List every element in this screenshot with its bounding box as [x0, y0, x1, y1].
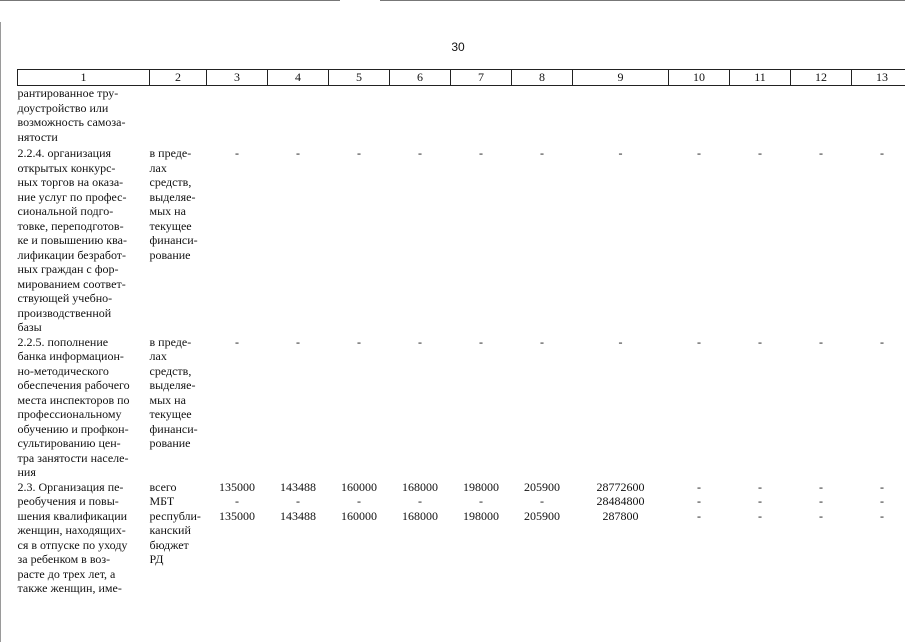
value: 143488 — [268, 509, 329, 524]
value: - — [730, 335, 791, 350]
value: - — [268, 335, 329, 350]
value-cell-col-5 — [329, 480, 390, 596]
row-description — [18, 86, 150, 147]
description-line: базы — [18, 320, 150, 335]
value: - — [390, 335, 451, 350]
value: - — [451, 146, 512, 161]
funding-source-line: текущее — [150, 407, 207, 422]
column-header: 7 — [451, 70, 512, 86]
funding-source-line: средств, — [150, 175, 207, 190]
value-cell-col-10 — [669, 86, 730, 147]
description-line: сиональной подго- — [18, 204, 150, 219]
description-line: 2.2.4. организация — [18, 146, 150, 161]
top-rule-right — [380, 0, 905, 1]
top-rule-left — [0, 0, 340, 1]
table-header-row — [18, 70, 905, 86]
value-cell-col-13 — [852, 335, 905, 480]
column-header: 6 — [390, 70, 451, 86]
row-description — [18, 146, 150, 335]
value: 160000 — [329, 509, 390, 524]
value: - — [791, 146, 852, 161]
column-header: 1 — [18, 70, 150, 86]
value: - — [852, 480, 905, 495]
description-line: лификации безработ- — [18, 248, 150, 263]
value-cell-col-13 — [852, 86, 905, 147]
column-header: 5 — [329, 70, 390, 86]
value-cell-col-8 — [512, 335, 573, 480]
value: - — [451, 335, 512, 350]
value-cell-col-11 — [730, 146, 791, 335]
description-line: мированием соответ- — [18, 277, 150, 292]
funding-source — [150, 86, 207, 147]
column-header: 12 — [791, 70, 852, 86]
value: - — [852, 509, 905, 524]
description-line: места инспекторов по — [18, 393, 150, 408]
funding-source-line: текущее — [150, 219, 207, 234]
value-cell-col-13 — [852, 146, 905, 335]
value: - — [573, 335, 669, 350]
value: - — [669, 494, 730, 509]
value: 135000 — [207, 480, 268, 495]
value-cell-col-9 — [573, 335, 669, 480]
description-line: открытых конкурс- — [18, 161, 150, 176]
value: 28484800 — [573, 494, 669, 509]
value-cell-col-6 — [390, 86, 451, 147]
value: - — [268, 146, 329, 161]
description-line: обеспечения рабочего — [18, 378, 150, 393]
description-line: но-методического — [18, 364, 150, 379]
funding-source-line: всего — [150, 480, 207, 495]
column-header: 8 — [512, 70, 573, 86]
value: - — [852, 335, 905, 350]
value-cell-col-6 — [390, 146, 451, 335]
value-cell-col-9 — [573, 480, 669, 596]
value-cell-col-11 — [730, 335, 791, 480]
value-cell-col-7 — [451, 335, 512, 480]
budget-table — [17, 69, 905, 596]
value-cell-col-4 — [268, 480, 329, 596]
value-cell-col-9 — [573, 86, 669, 147]
value: 205900 — [512, 509, 573, 524]
value-cell-col-7 — [451, 146, 512, 335]
value-cell-col-4 — [268, 335, 329, 480]
value-cell-col-5 — [329, 86, 390, 147]
description-line: реобучения и повы- — [18, 494, 150, 509]
description-line: также женщин, име- — [18, 581, 150, 596]
value: - — [451, 494, 512, 509]
value: - — [390, 494, 451, 509]
value-cell-col-13 — [852, 480, 905, 596]
value-cell-col-3 — [207, 480, 268, 596]
description-line: тра занятости населе- — [18, 451, 150, 466]
table-row — [18, 146, 905, 335]
value-cell-col-7 — [451, 480, 512, 596]
column-header: 4 — [268, 70, 329, 86]
funding-source-line: лах — [150, 161, 207, 176]
value-cell-col-12 — [791, 480, 852, 596]
value: - — [730, 509, 791, 524]
value: - — [791, 335, 852, 350]
value-cell-col-4 — [268, 86, 329, 147]
value-cell-col-4 — [268, 146, 329, 335]
description-line: нятости — [18, 130, 150, 145]
description-line: сультированию цен- — [18, 436, 150, 451]
value: - — [512, 146, 573, 161]
description-line: за ребенком в воз- — [18, 552, 150, 567]
funding-source — [150, 480, 207, 596]
description-line: женщин, находящих- — [18, 523, 150, 538]
funding-source-line: выделяе- — [150, 378, 207, 393]
value: - — [329, 335, 390, 350]
funding-source-line: бюджет — [150, 538, 207, 553]
funding-source-line: средств, — [150, 364, 207, 379]
value: - — [791, 509, 852, 524]
table-row — [18, 480, 905, 596]
column-header: 11 — [730, 70, 791, 86]
description-line: ных торгов на оказа- — [18, 175, 150, 190]
column-header: 9 — [573, 70, 669, 86]
funding-source-line: в преде- — [150, 146, 207, 161]
value-cell-col-8 — [512, 86, 573, 147]
funding-source — [150, 146, 207, 335]
value-cell-col-10 — [669, 480, 730, 596]
value: 198000 — [451, 480, 512, 495]
description-line: 2.2.5. пополнение — [18, 335, 150, 350]
value-cell-col-9 — [573, 146, 669, 335]
funding-source-line: финанси- — [150, 233, 207, 248]
value: 160000 — [329, 480, 390, 495]
description-line: ние услуг по профес- — [18, 190, 150, 205]
value-cell-col-5 — [329, 335, 390, 480]
funding-source-line: республи- — [150, 509, 207, 524]
description-line: обучению и профкон- — [18, 422, 150, 437]
funding-source — [150, 335, 207, 480]
description-line: профессиональному — [18, 407, 150, 422]
description-line: производственной — [18, 306, 150, 321]
description-line: возможность самоза- — [18, 115, 150, 130]
value-cell-col-12 — [791, 86, 852, 147]
value: 198000 — [451, 509, 512, 524]
value-cell-col-7 — [451, 86, 512, 147]
description-line: ся в отпуске по уходу — [18, 538, 150, 553]
value: - — [669, 335, 730, 350]
column-header: 10 — [669, 70, 730, 86]
funding-source-line: РД — [150, 552, 207, 567]
description-line: товке, переподготов- — [18, 219, 150, 234]
description-line: расте до трех лет, а — [18, 567, 150, 582]
value: - — [207, 146, 268, 161]
value-cell-col-3 — [207, 146, 268, 335]
value: - — [669, 509, 730, 524]
funding-source-line: мых на — [150, 393, 207, 408]
page-left-edge — [0, 22, 1, 642]
funding-source-line: канский — [150, 523, 207, 538]
value: - — [329, 146, 390, 161]
value-cell-col-10 — [669, 335, 730, 480]
funding-source-line: в преде- — [150, 335, 207, 350]
value: - — [390, 146, 451, 161]
description-line: доустройство или — [18, 101, 150, 116]
value: - — [791, 480, 852, 495]
row-description — [18, 335, 150, 480]
column-header: 2 — [150, 70, 207, 86]
value-cell-col-6 — [390, 480, 451, 596]
value-cell-col-12 — [791, 146, 852, 335]
value-cell-col-6 — [390, 335, 451, 480]
value-cell-col-3 — [207, 86, 268, 147]
value: - — [852, 146, 905, 161]
value: - — [207, 335, 268, 350]
description-line: шения квалификации — [18, 509, 150, 524]
value-cell-col-12 — [791, 335, 852, 480]
description-line: рантированное тру- — [18, 86, 150, 101]
description-line: ствующей учебно- — [18, 291, 150, 306]
funding-source-line: финанси- — [150, 422, 207, 437]
description-line: ных граждан с фор- — [18, 262, 150, 277]
value: 205900 — [512, 480, 573, 495]
row-description — [18, 480, 150, 596]
value: - — [730, 494, 791, 509]
column-header: 13 — [852, 70, 905, 86]
value: - — [512, 494, 573, 509]
value: - — [207, 494, 268, 509]
value-cell-col-11 — [730, 86, 791, 147]
value: - — [669, 146, 730, 161]
funding-source-line: лах — [150, 349, 207, 364]
value: - — [268, 494, 329, 509]
description-line: 2.3. Организация пе- — [18, 480, 150, 495]
funding-source-line: рование — [150, 248, 207, 263]
description-line: банка информацион- — [18, 349, 150, 364]
value: 168000 — [390, 480, 451, 495]
value-cell-col-10 — [669, 146, 730, 335]
description-line: ния — [18, 465, 150, 480]
value: - — [852, 494, 905, 509]
value-cell-col-8 — [512, 480, 573, 596]
funding-source-line: выделяе- — [150, 190, 207, 205]
value-cell-col-11 — [730, 480, 791, 596]
value: - — [730, 146, 791, 161]
value: - — [669, 480, 730, 495]
table-row — [18, 335, 905, 480]
value-cell-col-5 — [329, 146, 390, 335]
value: 287800 — [573, 509, 669, 524]
funding-source-line: мых на — [150, 204, 207, 219]
table-row — [18, 86, 905, 147]
value: - — [512, 335, 573, 350]
funding-source-line: рование — [150, 436, 207, 451]
value: 28772600 — [573, 480, 669, 495]
value: 143488 — [268, 480, 329, 495]
value: - — [791, 494, 852, 509]
value: - — [730, 480, 791, 495]
value: 168000 — [390, 509, 451, 524]
value-cell-col-8 — [512, 146, 573, 335]
value: - — [329, 494, 390, 509]
funding-source-line: МБТ — [150, 494, 207, 509]
value: 135000 — [207, 509, 268, 524]
description-line: ке и повышению ква- — [18, 233, 150, 248]
value-cell-col-3 — [207, 335, 268, 480]
value: - — [573, 146, 669, 161]
page-number: 30 — [440, 40, 476, 54]
column-header: 3 — [207, 70, 268, 86]
table-body — [18, 86, 905, 596]
